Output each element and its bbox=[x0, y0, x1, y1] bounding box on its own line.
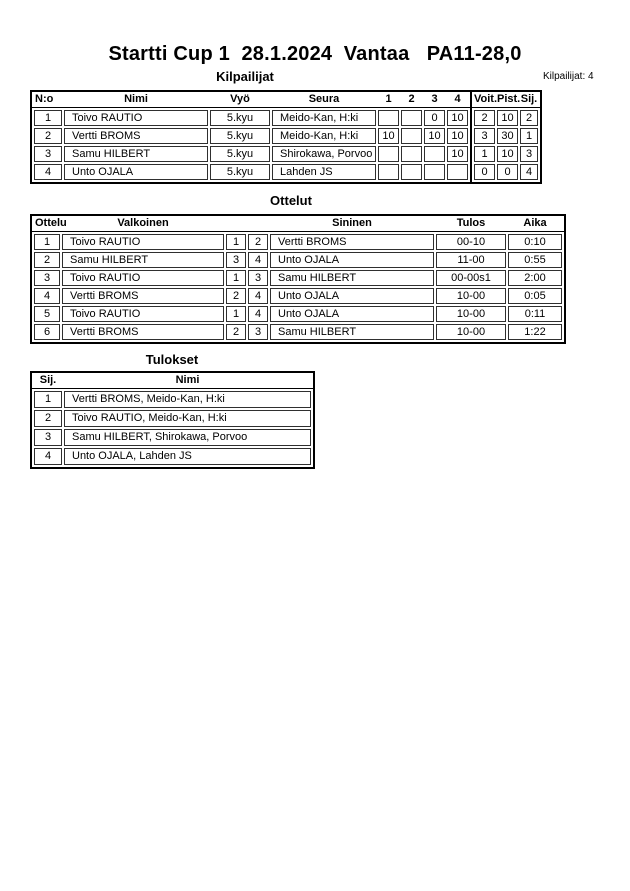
cell-score-2 bbox=[401, 146, 422, 162]
results-header-row bbox=[32, 373, 313, 389]
table-row bbox=[32, 410, 313, 427]
cell-name: Toivo RAUTIO bbox=[64, 110, 208, 126]
cell-score-4 bbox=[447, 164, 468, 180]
table-row bbox=[32, 391, 313, 408]
cell-result: 11-00 bbox=[436, 252, 506, 268]
col-header-match: Ottelu bbox=[35, 217, 67, 229]
cell-white-name: Vertti BROMS bbox=[62, 288, 224, 304]
cell-name: Toivo RAUTIO, Meido-Kan, H:ki bbox=[64, 410, 311, 427]
cell-blue-name: Samu HILBERT bbox=[270, 324, 434, 340]
cell-blue-no: 2 bbox=[248, 234, 268, 250]
cell-white-name: Toivo RAUTIO bbox=[62, 234, 224, 250]
section-title-results: Tulokset bbox=[145, 352, 199, 367]
cell-blue-no: 3 bbox=[248, 270, 268, 286]
cell-score-1 bbox=[378, 110, 399, 126]
cell-blue-no: 3 bbox=[248, 324, 268, 340]
cell-club: Shirokawa, Porvoo bbox=[272, 146, 376, 162]
cell-blue-no: 4 bbox=[248, 288, 268, 304]
cell-score-4: 10 bbox=[447, 146, 468, 162]
cell-result: 00-00s1 bbox=[436, 270, 506, 286]
col-header-1: 1 bbox=[385, 93, 392, 105]
cell-score-1: 10 bbox=[378, 128, 399, 144]
col-header-name: Nimi bbox=[175, 374, 200, 386]
table-row bbox=[472, 128, 540, 144]
col-header-no: N:o bbox=[35, 93, 54, 105]
cell-wins: 1 bbox=[474, 146, 495, 162]
cell-wins: 2 bbox=[474, 110, 495, 126]
cell-blue-name: Unto OJALA bbox=[270, 288, 434, 304]
cell-score-2 bbox=[401, 110, 422, 126]
cell-place: 3 bbox=[520, 146, 538, 162]
cell-score-4: 10 bbox=[447, 110, 468, 126]
cell-name: Unto OJALA bbox=[64, 164, 208, 180]
cell-white-name: Toivo RAUTIO bbox=[62, 270, 224, 286]
cell-white-name: Vertti BROMS bbox=[62, 324, 224, 340]
cell-white-name: Samu HILBERT bbox=[62, 252, 224, 268]
cell-blue-name: Vertti BROMS bbox=[270, 234, 434, 250]
cell-place: 2 bbox=[34, 410, 62, 427]
cell-time: 0:10 bbox=[508, 234, 562, 250]
col-header-4: 4 bbox=[454, 93, 461, 105]
cell-match-no: 1 bbox=[34, 234, 60, 250]
section-title-matches: Ottelut bbox=[270, 193, 312, 208]
cell-no: 2 bbox=[34, 128, 62, 144]
results-table bbox=[30, 371, 315, 469]
cell-score-2 bbox=[401, 128, 422, 144]
cell-white-no: 3 bbox=[226, 252, 246, 268]
cell-name: Vertti BROMS bbox=[64, 128, 208, 144]
cell-result: 10-00 bbox=[436, 306, 506, 322]
cell-club: Meido-Kan, H:ki bbox=[272, 128, 376, 144]
cell-no: 3 bbox=[34, 146, 62, 162]
cell-match-no: 2 bbox=[34, 252, 60, 268]
cell-score-3: 10 bbox=[424, 128, 445, 144]
col-header-blue: Sininen bbox=[332, 217, 372, 229]
table-row bbox=[32, 164, 470, 180]
cell-match-no: 4 bbox=[34, 288, 60, 304]
table-row bbox=[472, 146, 540, 162]
cell-time: 1:22 bbox=[508, 324, 562, 340]
cell-wins: 3 bbox=[474, 128, 495, 144]
competitors-table-left bbox=[32, 92, 470, 182]
col-header-points: Pist. bbox=[497, 93, 521, 105]
cell-score-2 bbox=[401, 164, 422, 180]
table-row bbox=[32, 252, 564, 268]
cell-club: Lahden JS bbox=[272, 164, 376, 180]
cell-time: 0:11 bbox=[508, 306, 562, 322]
cell-score-1 bbox=[378, 164, 399, 180]
cell-white-no: 1 bbox=[226, 234, 246, 250]
table-row bbox=[32, 270, 564, 286]
cell-white-name: Toivo RAUTIO bbox=[62, 306, 224, 322]
cell-match-no: 5 bbox=[34, 306, 60, 322]
cell-score-3 bbox=[424, 146, 445, 162]
cell-blue-name: Unto OJALA bbox=[270, 306, 434, 322]
table-row bbox=[472, 110, 540, 126]
cell-white-no: 2 bbox=[226, 324, 246, 340]
cell-place: 2 bbox=[520, 110, 538, 126]
table-row bbox=[32, 128, 470, 144]
cell-result: 10-00 bbox=[436, 288, 506, 304]
cell-blue-name: Unto OJALA bbox=[270, 252, 434, 268]
table-row bbox=[32, 146, 470, 162]
page-title: Startti Cup 1 28.1.2024 Vantaa PA11-28,0 bbox=[108, 43, 522, 65]
col-header-time: Aika bbox=[523, 217, 547, 229]
cell-place: 4 bbox=[34, 448, 62, 465]
competitors-header-row bbox=[32, 92, 470, 108]
cell-place: 4 bbox=[520, 164, 538, 180]
matches-table-body bbox=[32, 216, 564, 342]
competitors-table bbox=[30, 90, 542, 184]
cell-points: 10 bbox=[497, 110, 518, 126]
cell-white-no: 1 bbox=[226, 270, 246, 286]
matches-header-row bbox=[32, 216, 564, 232]
cell-blue-no: 4 bbox=[248, 306, 268, 322]
results-table-body bbox=[32, 373, 313, 467]
col-header-wins: Voit. bbox=[474, 93, 498, 105]
cell-name: Samu HILBERT bbox=[64, 146, 208, 162]
cell-points: 0 bbox=[497, 164, 518, 180]
table-row bbox=[32, 306, 564, 322]
cell-score-3: 0 bbox=[424, 110, 445, 126]
competitor-count-label: Kilpailijat: 4 bbox=[543, 71, 594, 82]
cell-belt: 5.kyu bbox=[210, 164, 270, 180]
cell-blue-no: 4 bbox=[248, 252, 268, 268]
competitors-table-right bbox=[472, 92, 540, 182]
table-row bbox=[32, 234, 564, 250]
cell-points: 10 bbox=[497, 146, 518, 162]
cell-white-no: 2 bbox=[226, 288, 246, 304]
section-title-competitors: Kilpailijat bbox=[216, 69, 274, 84]
col-header-club: Seura bbox=[308, 93, 340, 105]
cell-score-1 bbox=[378, 146, 399, 162]
cell-white-no: 1 bbox=[226, 306, 246, 322]
cell-place: 3 bbox=[34, 429, 62, 446]
cell-name: Samu HILBERT, Shirokawa, Porvoo bbox=[64, 429, 311, 446]
col-header-white: Valkoinen bbox=[117, 217, 169, 229]
cell-belt: 5.kyu bbox=[210, 110, 270, 126]
cell-result: 00-10 bbox=[436, 234, 506, 250]
col-header-name: Nimi bbox=[124, 93, 148, 105]
cell-belt: 5.kyu bbox=[210, 128, 270, 144]
cell-blue-name: Samu HILBERT bbox=[270, 270, 434, 286]
table-row bbox=[32, 324, 564, 340]
cell-place: 1 bbox=[520, 128, 538, 144]
cell-place: 1 bbox=[34, 391, 62, 408]
table-row bbox=[472, 164, 540, 180]
competitors-totals-header-row bbox=[472, 92, 540, 108]
col-header-result: Tulos bbox=[456, 217, 486, 229]
cell-points: 30 bbox=[497, 128, 518, 144]
table-row bbox=[32, 448, 313, 465]
cell-time: 0:55 bbox=[508, 252, 562, 268]
cell-name: Unto OJALA, Lahden JS bbox=[64, 448, 311, 465]
cell-score-3 bbox=[424, 164, 445, 180]
cell-match-no: 6 bbox=[34, 324, 60, 340]
col-header-2: 2 bbox=[408, 93, 415, 105]
col-header-place: Sij. bbox=[520, 93, 538, 105]
cell-time: 0:05 bbox=[508, 288, 562, 304]
cell-wins: 0 bbox=[474, 164, 495, 180]
cell-club: Meido-Kan, H:ki bbox=[272, 110, 376, 126]
col-header-3: 3 bbox=[431, 93, 438, 105]
cell-no: 4 bbox=[34, 164, 62, 180]
col-header-place: Sij. bbox=[39, 374, 57, 386]
cell-match-no: 3 bbox=[34, 270, 60, 286]
col-header-belt: Vyö bbox=[230, 93, 250, 105]
table-row bbox=[32, 110, 470, 126]
cell-no: 1 bbox=[34, 110, 62, 126]
matches-table bbox=[30, 214, 566, 344]
col-header-blue-no bbox=[248, 216, 268, 231]
table-row bbox=[32, 288, 564, 304]
table-row bbox=[32, 429, 313, 446]
cell-result: 10-00 bbox=[436, 324, 506, 340]
cell-score-4: 10 bbox=[447, 128, 468, 144]
cell-belt: 5.kyu bbox=[210, 146, 270, 162]
cell-name: Vertti BROMS, Meido-Kan, H:ki bbox=[64, 391, 311, 408]
col-header-white-no bbox=[226, 216, 246, 231]
cell-time: 2:00 bbox=[508, 270, 562, 286]
